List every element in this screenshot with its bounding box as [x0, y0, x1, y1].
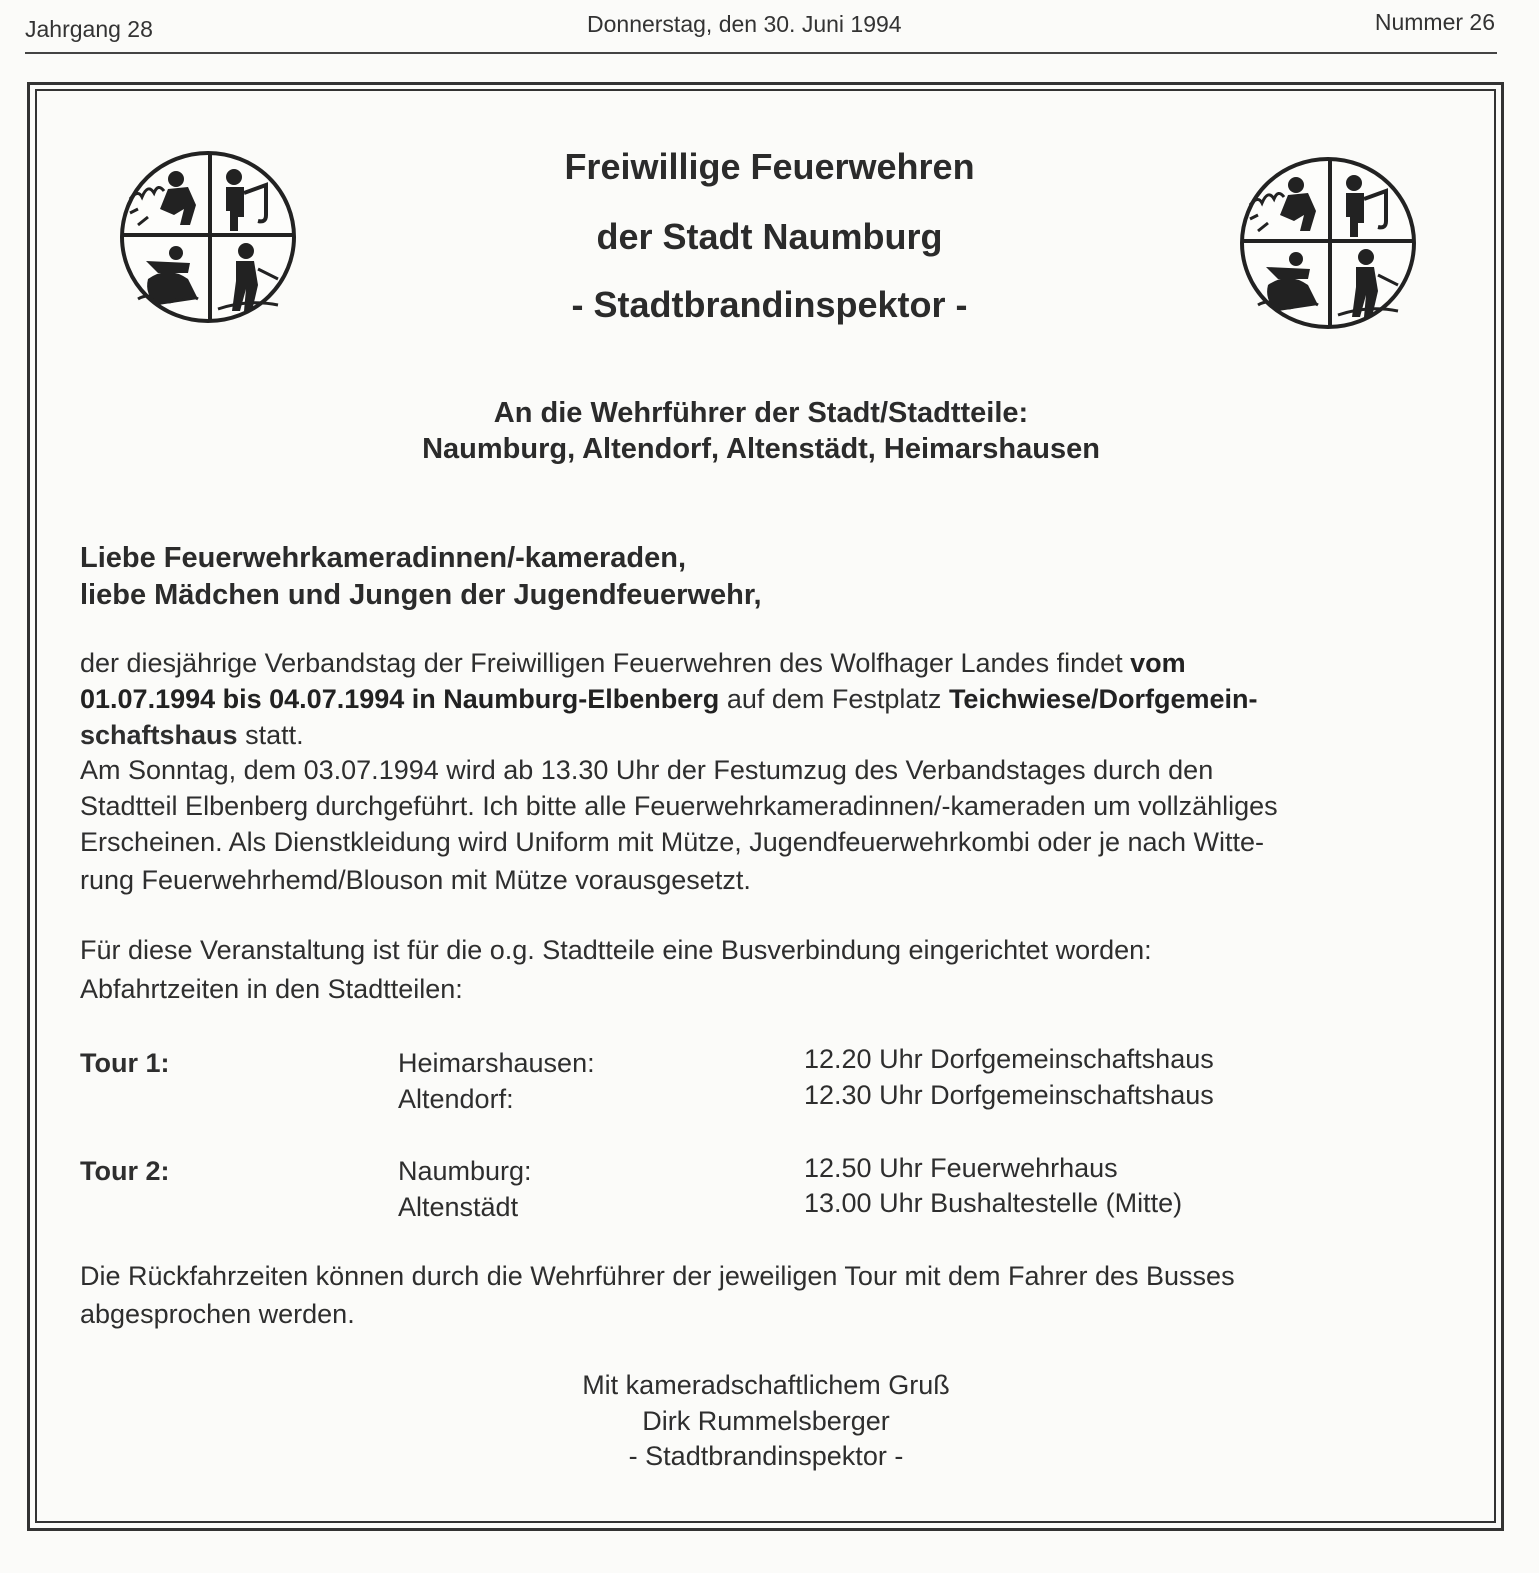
signature-closing: Mit kameradschaftlichem Gruß: [582, 1370, 950, 1400]
greeting-line2: liebe Mädchen und Jungen der Jugendfeuerwehr,: [80, 579, 762, 611]
paragraph-text: auf dem Festplatz: [726, 684, 942, 714]
masthead-divider: [25, 52, 1497, 54]
paragraph-line: [80, 717, 304, 753]
signature-role: - Stadtbrandinspektor -: [628, 1441, 904, 1471]
masthead: [25, 6, 1497, 46]
paragraph-line: Erscheinen. Als Dienstkleidung wird Uniform mit Mütze, Jugendfeuerwehrkombi oder je nach Witte-: [80, 827, 1265, 857]
tour-label: Tour 1:: [80, 1048, 170, 1078]
paragraph-bold-text: schaftshaus: [80, 720, 238, 750]
paragraph-line: Stadtteil Elbenberg durchgeführt. Ich bitte alle Feuerwehrkameradinnen/-kameraden um vollzähliges: [80, 791, 1278, 821]
paragraph-bold-text: vom: [1130, 648, 1186, 678]
signature-name: Dirk Rummelsberger: [642, 1406, 890, 1436]
tour-stop-time: 12.50 Uhr Feuerwehrhaus: [804, 1153, 1118, 1183]
tour-stop-place: Altendorf:: [398, 1084, 514, 1114]
bus-info-line2: Abfahrtzeiten in den Stadtteilen:: [80, 974, 463, 1004]
paragraph-bold-text: 01.07.1994 bis 04.07.1994 in Naumburg-Elbenberg: [80, 684, 720, 714]
tour-stop-place: Heimarshausen:: [398, 1048, 595, 1078]
return-info-line1: Die Rückfahrzeiten können durch die Wehrführer der jeweiligen Tour mit dem Fahrer des Busses: [80, 1261, 1235, 1291]
issue-number: Nummer 26: [1374, 9, 1495, 35]
tour-stop-time: 13.00 Uhr Bushaltestelle (Mitte): [804, 1188, 1183, 1218]
tour-stop-place: Naumburg:: [398, 1156, 532, 1186]
paragraph-bold-text: Teichwiese/Dorfgemein-: [948, 684, 1258, 714]
paragraph-text: statt.: [245, 720, 304, 750]
address-line2: Naumburg, Altendorf, Altenstädt, Heimarshausen: [422, 433, 1100, 465]
bus-info-line1: Für diese Veranstaltung ist für die o.g. Stadtteile eine Busverbindung eingerichtet worden:: [80, 935, 1152, 965]
volume-label: Jahrgang 28: [25, 16, 153, 42]
header-title-line1: Freiwillige Feuerwehren: [564, 146, 975, 187]
tour-label: Tour 2:: [80, 1156, 170, 1186]
tour-stop-time: 12.30 Uhr Dorfgemeinschaftshaus: [804, 1080, 1214, 1110]
header-title-line2: der Stadt Naumburg: [596, 216, 943, 257]
address-line1: An die Wehrführer der Stadt/Stadtteile:: [493, 397, 1029, 429]
paragraph-line: rung Feuerwehrhemd/Blouson mit Mütze vorausgesetzt.: [80, 865, 751, 895]
paragraph-line: [80, 681, 1448, 717]
issue-date: Donnerstag, den 30. Juni 1994: [587, 11, 902, 37]
greeting-line1: Liebe Feuerwehrkameradinnen/-kameraden,: [80, 542, 686, 574]
tour-stop-time: 12.20 Uhr Dorfgemeinschaftshaus: [804, 1044, 1214, 1074]
header-title-line3: - Stadtbrandinspektor -: [571, 284, 968, 325]
paragraph-line: Am Sonntag, dem 03.07.1994 wird ab 13.30 Uhr der Festumzug des Verbandstages durch den: [80, 755, 1214, 785]
tour-stop-place: Altenstädt: [398, 1192, 519, 1222]
paragraph-text: der diesjährige Verbandstag der Freiwilligen Feuerwehren des Wolfhager Landes findet: [80, 648, 1123, 678]
paragraph-line: [80, 645, 1448, 681]
return-info-line2: abgesprochen werden.: [80, 1299, 355, 1329]
